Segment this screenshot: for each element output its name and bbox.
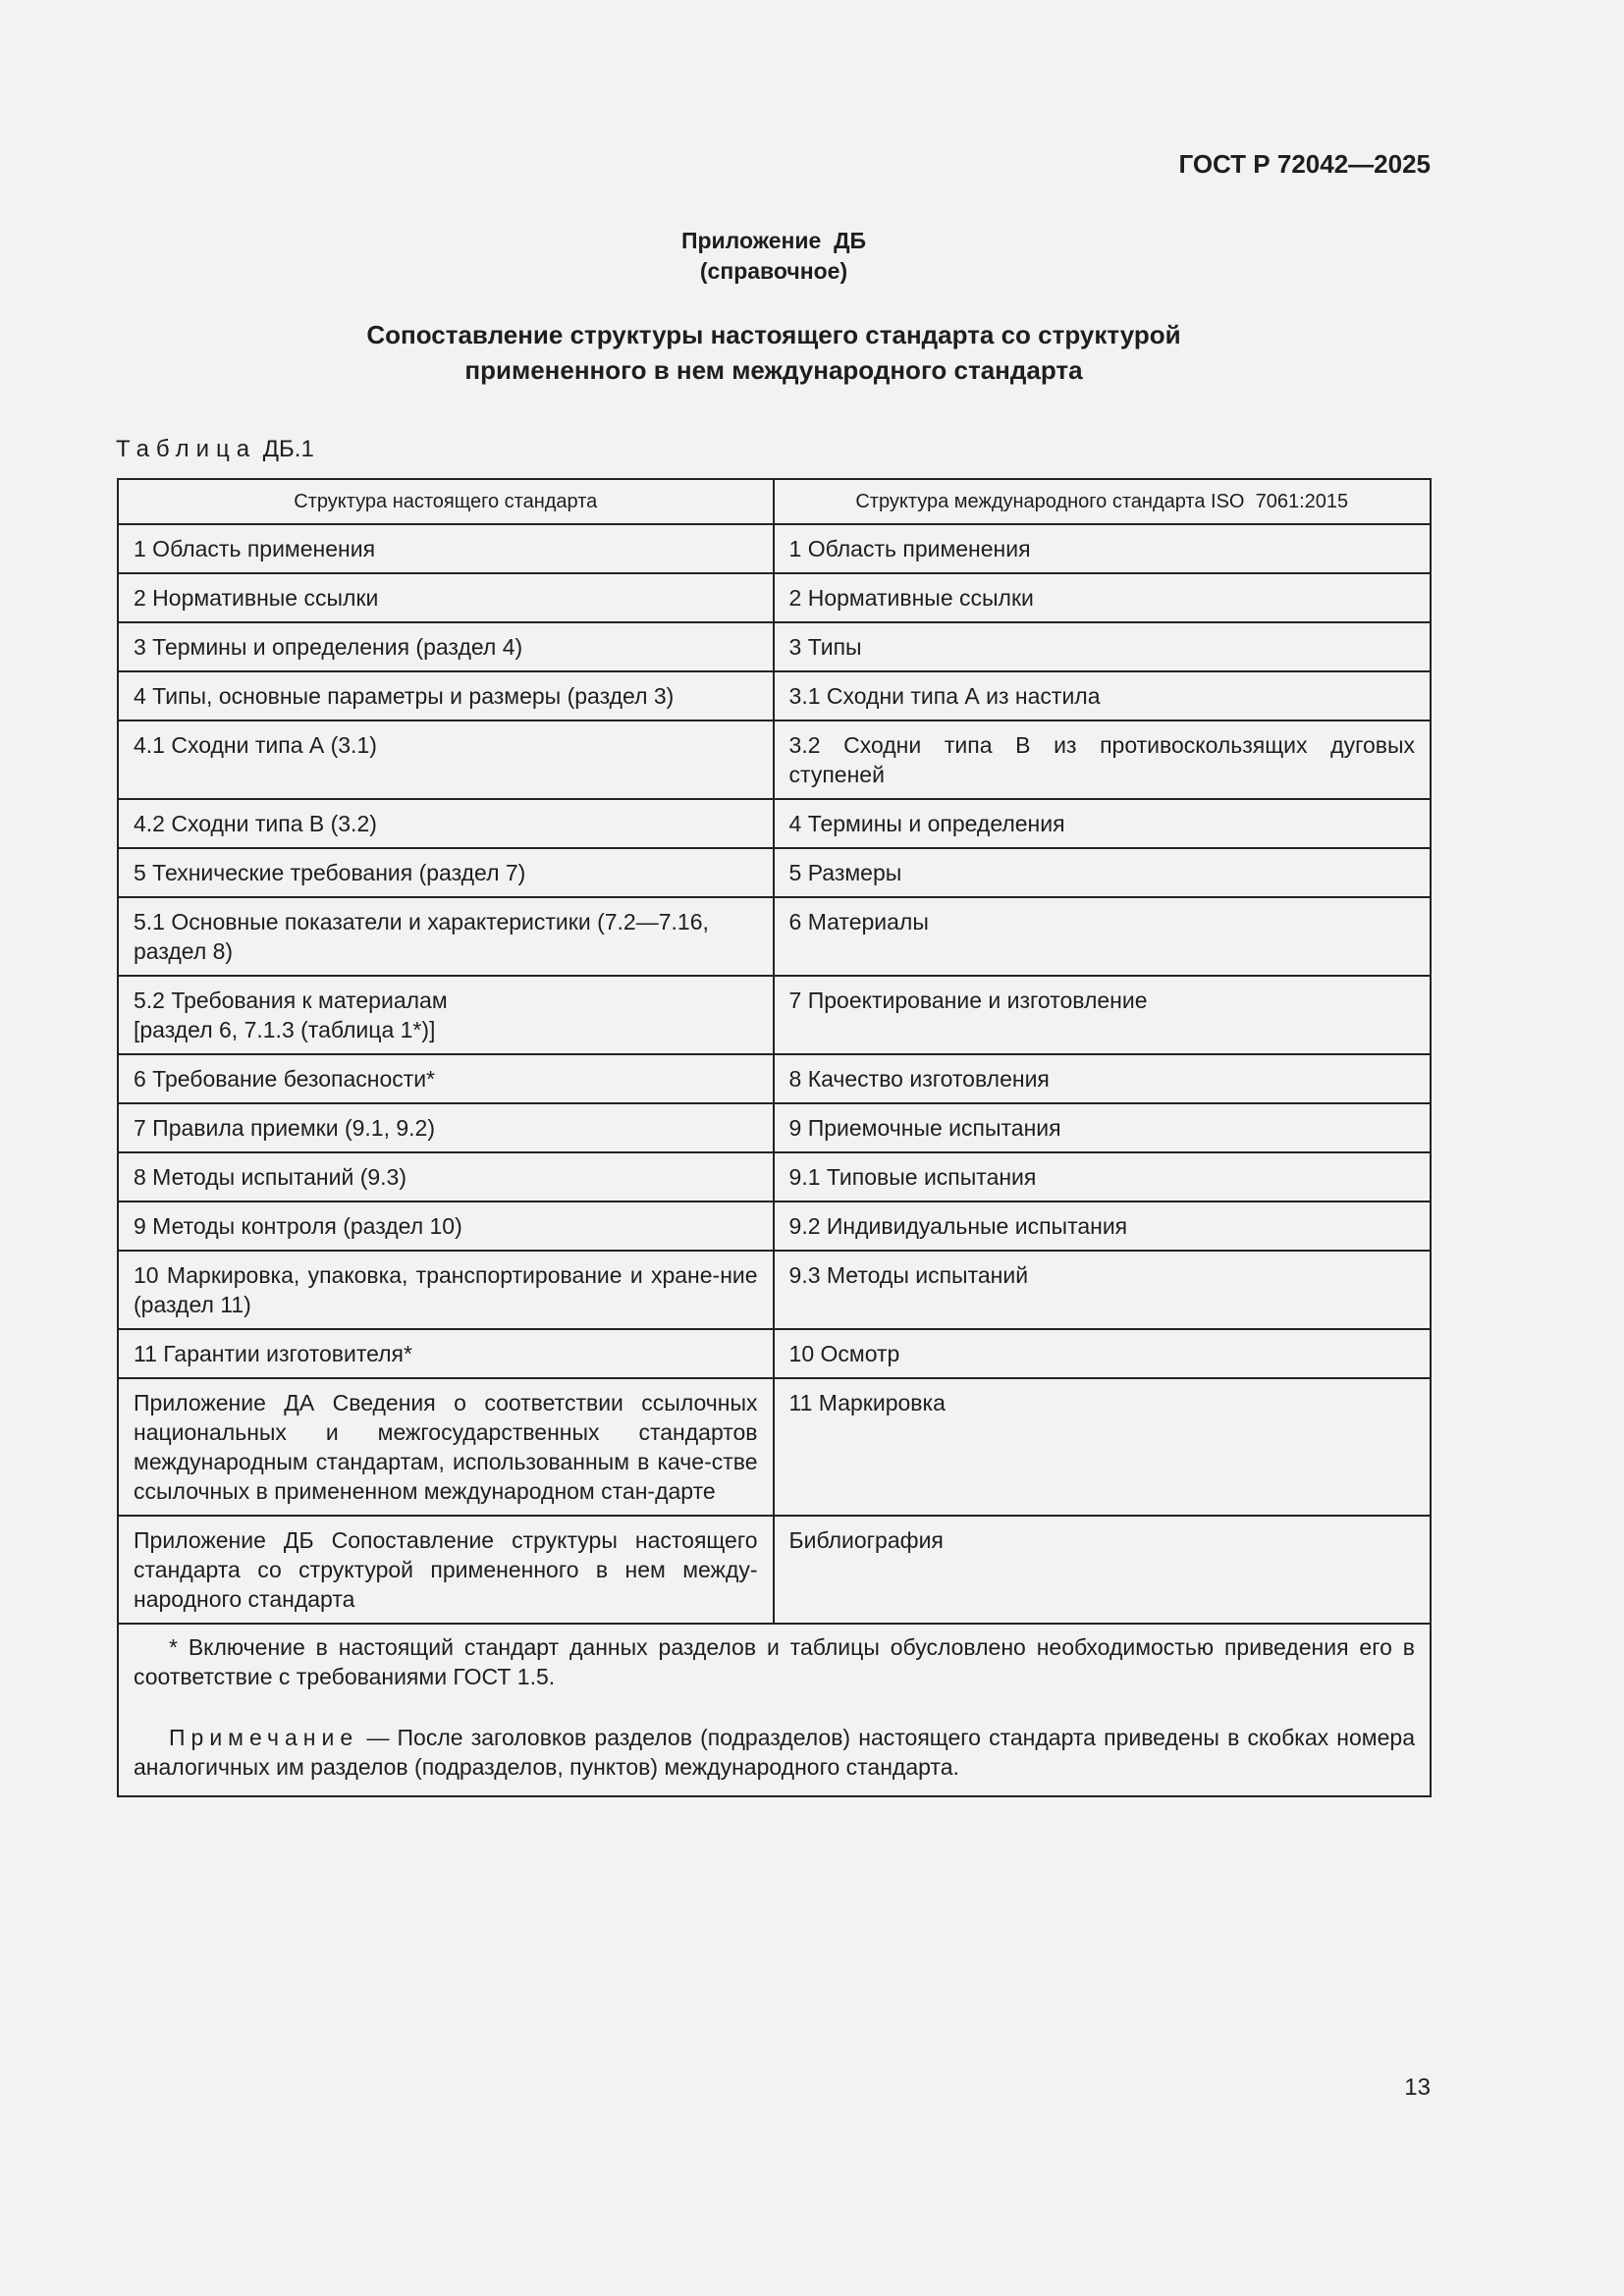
cell-national: Приложение ДБ Сопоставление структуры настоящего стандарта со структурой примененного в нем между-народного стандарта: [118, 1516, 774, 1624]
table-caption-word: Таблица: [116, 436, 257, 462]
appendix-status: (справочное): [699, 258, 848, 284]
note-label: Примечание: [169, 1725, 359, 1750]
cell-national: Приложение ДА Сведения о соответствии ссылочных национальных и межгосударственных стандартов международным стандартам, использованным в каче-стве ссылочных в примененном международном стан-дарте: [118, 1378, 774, 1516]
table-row: [118, 1378, 1431, 1516]
table-row: [118, 1329, 1431, 1378]
cell-international: 3 Типы: [774, 622, 1431, 671]
table-row: [118, 1516, 1431, 1624]
cell-national: 9 Методы контроля (раздел 10): [118, 1201, 774, 1251]
table-caption-number: ДБ.1: [256, 436, 314, 462]
table-row: [118, 1054, 1431, 1103]
table-row: [118, 976, 1431, 1054]
cell-national: 7 Правила приемки (9.1, 9.2): [118, 1103, 774, 1152]
cell-international: 4 Термины и определения: [774, 799, 1431, 848]
table-notes: [118, 1624, 1431, 1796]
cell-national: 4.2 Сходни типа В (3.2): [118, 799, 774, 848]
appendix-title-line-1: Сопоставление структуры настоящего стандарта со структурой: [366, 320, 1181, 349]
header-national-structure: Структура настоящего стандарта: [118, 479, 774, 524]
table-row: [118, 671, 1431, 721]
cell-national: 11 Гарантии изготовителя*: [118, 1329, 774, 1378]
cell-international: 1 Область применения: [774, 524, 1431, 573]
cell-international: 9.1 Типовые испытания: [774, 1152, 1431, 1201]
cell-international: 7 Проектирование и изготовление: [774, 976, 1431, 1054]
cell-international: 10 Осмотр: [774, 1329, 1431, 1378]
cell-international: 9 Приемочные испытания: [774, 1103, 1431, 1152]
table-notes-row: [118, 1624, 1431, 1796]
cell-international: 6 Материалы: [774, 897, 1431, 976]
cell-national: 5.1 Основные показатели и характеристики (7.2—7.16, раздел 8): [118, 897, 774, 976]
cell-international: 3.1 Сходни типа А из настила: [774, 671, 1431, 721]
cell-national: 1 Область применения: [118, 524, 774, 573]
cell-national: 5.2 Требования к материалам [раздел 6, 7.1.3 (таблица 1*)]: [118, 976, 774, 1054]
note-text: — После заголовков разделов (подразделов) настоящего стандарта приведены в скобках номера аналогичных им разделов (подразделов, пунктов) международного стандарта.: [134, 1725, 1415, 1780]
table-row: [118, 573, 1431, 622]
table-header-row: [118, 479, 1431, 524]
table-row: [118, 721, 1431, 799]
document-code: ГОСТ Р 72042—2025: [1178, 149, 1431, 179]
cell-national: 2 Нормативные ссылки: [118, 573, 774, 622]
appendix-heading: [0, 226, 1547, 287]
cell-national: 4.1 Сходни типа А (3.1): [118, 721, 774, 799]
appendix-label: Приложение ДБ: [680, 228, 867, 253]
cell-national: 10 Маркировка, упаковка, транспортирование и хране-ние (раздел 11): [118, 1251, 774, 1329]
table-row: [118, 1103, 1431, 1152]
cell-international: 11 Маркировка: [774, 1378, 1431, 1516]
cell-international: 9.3 Методы испытаний: [774, 1251, 1431, 1329]
structure-comparison-table: [117, 478, 1432, 1797]
cell-national: 4 Типы, основные параметры и размеры (раздел 3): [118, 671, 774, 721]
cell-national: 8 Методы испытаний (9.3): [118, 1152, 774, 1201]
table-row: [118, 848, 1431, 897]
table-row: [118, 897, 1431, 976]
cell-international: 2 Нормативные ссылки: [774, 573, 1431, 622]
cell-international: 9.2 Индивидуальные испытания: [774, 1201, 1431, 1251]
cell-international: 5 Размеры: [774, 848, 1431, 897]
cell-international: Библиография: [774, 1516, 1431, 1624]
appendix-title: [0, 317, 1547, 388]
cell-national: 3 Термины и определения (раздел 4): [118, 622, 774, 671]
table-row: [118, 622, 1431, 671]
table-row: [118, 1201, 1431, 1251]
appendix-title-line-2: примененного в нем международного стандарта: [464, 355, 1083, 385]
table-row: [118, 1152, 1431, 1201]
cell-international: 8 Качество изготовления: [774, 1054, 1431, 1103]
table-row: [118, 524, 1431, 573]
table-row: [118, 799, 1431, 848]
table-caption: [116, 436, 314, 463]
header-international-structure: Структура международного стандарта ISO 7061:2015: [774, 479, 1431, 524]
page-number: 13: [1404, 2074, 1431, 2101]
table-note: [134, 1723, 1415, 1782]
cell-national: 6 Требование безопасности*: [118, 1054, 774, 1103]
cell-national: 5 Технические требования (раздел 7): [118, 848, 774, 897]
footnote: * Включение в настоящий стандарт данных разделов и таблицы обусловлено необходимостью приведения его в соответствие с требованиями ГОСТ 1.5.: [134, 1634, 1415, 1689]
table-row: [118, 1251, 1431, 1329]
cell-international: 3.2 Сходни типа В из противоскользящих дуговых ступеней: [774, 721, 1431, 799]
